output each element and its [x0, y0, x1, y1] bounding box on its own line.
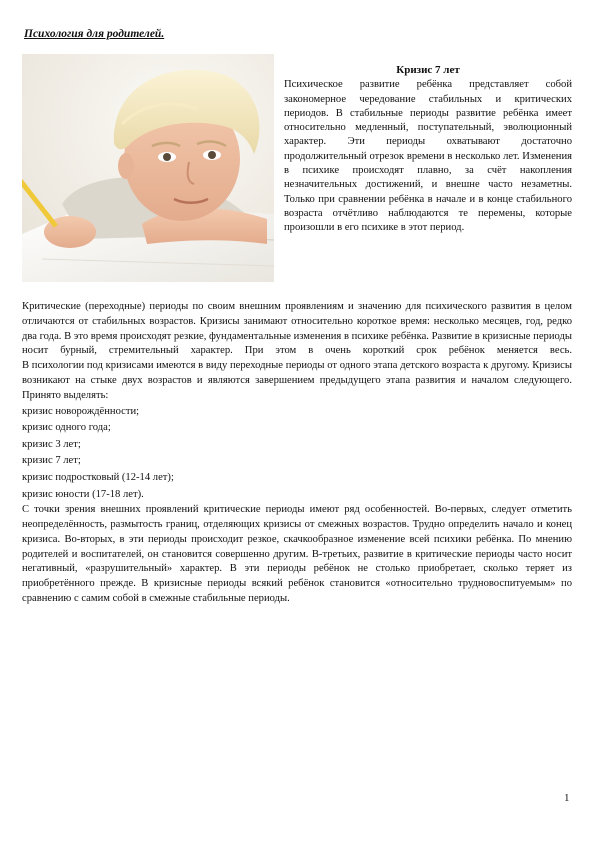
- list-item: кризис новорождённости;: [22, 405, 140, 417]
- article-body: [22, 300, 572, 607]
- list-item: кризис 3 лет;: [22, 438, 81, 450]
- paragraph-features: С точки зрения внешних проявлений критические периоды имеют ряд особенностей. Во-первых, следует отметить неопределённость, размытость границ, отделяющих кризисы от смежных возрастов. Трудно определить начало и конец кризиса. Во-вторых, в эти периоды происходит резкое, скачкообразное изменение всей психики ребёнка. По мнению родителей и воспитателей, он становится совершенно другим. В-третьих, развитие в критические периоды часто носит негативный, «разрушительный» характер. В эти периоды ребёнок не столько приобретает, сколько теряет из приобретённого прежде. В кризисные периоды всякий ребёнок становится «относительно трудновоспитуемым» по сравнению с самим собой в смежные стабильные периоды.: [22, 504, 572, 604]
- list-item: кризис одного года;: [22, 422, 111, 434]
- list-item: кризис подростковый (12-14 лет);: [22, 471, 174, 483]
- boy-writing-photo: [22, 54, 274, 282]
- list-item: кризис 7 лет;: [22, 455, 81, 467]
- section-header: Психология для родителей.: [24, 28, 165, 40]
- intro-column: [284, 63, 572, 236]
- crisis-list: [22, 404, 572, 504]
- article-title: Кризис 7 лет: [396, 64, 460, 76]
- intro-paragraph: Психическое развитие ребёнка представляет собой закономерное чередование стабильных и критических периодов. В стабильные периоды развитие ребёнка имеет относительно медленный, поступательный, эволюционный характер. Эти периоды охватывают достаточно продолжительный отрезок времени в несколько лет. Изменения в психике происходят плавно, за счёт накопления незначительных достижений, и внешне часто незаметны. Только при сравнении ребёнка в начале и в конце стабильного возраста отчётливо наблюдаются те перемены, которые произошли в его психике в этот период.: [284, 79, 572, 234]
- list-item: кризис юности (17-18 лет).: [22, 488, 144, 500]
- page-number: 1: [564, 792, 570, 804]
- paragraph-critical-periods: Критические (переходные) периоды по своим внешним проявлениям и значению для психического развития в целом отличаются от стабильных возрастов. Кризисы занимают относительно короткое время: несколько месяцев, год, редко два года. В это время происходят резкие, фундаментальные изменения в психике ребёнка. Развитие в кризисные периоды носит бурный, стремительный характер. При этом в очень короткий срок ребёнок меняется весь.: [22, 301, 572, 357]
- paragraph-crisis-definition: В психологии под кризисами имеются в виду переходные периоды от одного этапа детского возраста к другому. Кризисы возникают на стыке двух возрастов и являются завершением предыдущего этапа развития и началом следующего. Принято выделять:: [22, 360, 572, 401]
